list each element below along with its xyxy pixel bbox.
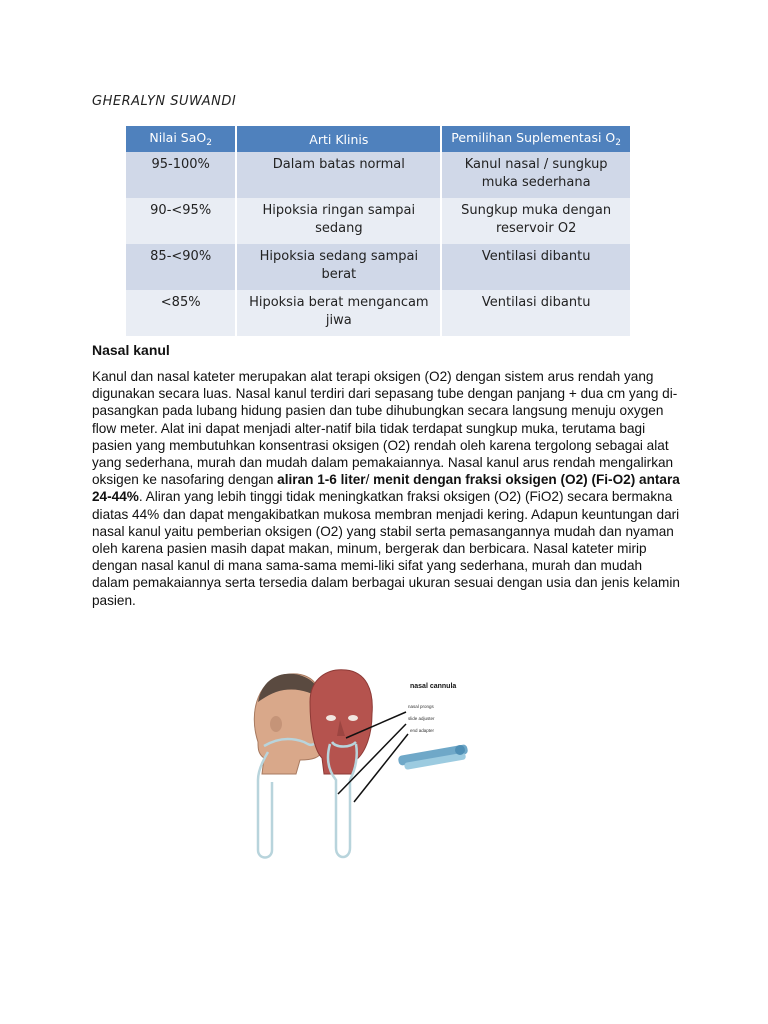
- cell-nilai: 85-<90%: [126, 244, 236, 290]
- figure-label-prongs: nasal prongs: [408, 704, 434, 709]
- sao2-table: [126, 126, 630, 336]
- figure-title: nasal cannula: [410, 683, 457, 690]
- cell-arti: Dalam batas normal: [236, 152, 441, 198]
- cell-nilai: <85%: [126, 290, 236, 336]
- table-row: [126, 152, 630, 198]
- end-adapter-illustration: [398, 744, 469, 770]
- cell-arti: Hipoksia berat mengancam jiwa: [236, 290, 441, 336]
- table-row: [126, 290, 630, 336]
- author-name: GHERALYN SUWANDI: [92, 94, 237, 109]
- table-row: [126, 244, 630, 290]
- cell-pemilihan: Kanul nasal / sungkup muka sederhana: [441, 152, 630, 198]
- cell-arti: Hipoksia ringan sampai sedang: [236, 198, 441, 244]
- nasal-cannula-illustration: [228, 662, 488, 862]
- figure-label-adjuster: slide adjuster: [408, 716, 435, 721]
- cell-pemilihan: Ventilasi dibantu: [441, 290, 630, 336]
- cell-pemilihan: Sungkup muka dengan reservoir O2: [441, 198, 630, 244]
- table-row: [126, 198, 630, 244]
- header-nilai: Nilai SaO$_2$: [126, 126, 236, 152]
- cell-nilai: 95-100%: [126, 152, 236, 198]
- head-anatomy-illustration: [310, 670, 372, 774]
- cell-arti: Hipoksia sedang sampai berat: [236, 244, 441, 290]
- cell-pemilihan: Ventilasi dibantu: [441, 244, 630, 290]
- cell-nilai: 90-<95%: [126, 198, 236, 244]
- header-arti: Arti Klinis: [236, 126, 441, 152]
- table-header-row: [126, 126, 630, 152]
- body-paragraph: Kanul dan nasal kateter merupakan alat terapi oksigen (O2) dengan sistem arus rendah yang digunakan secara luas. Nasal kanul terdiri dari sepasang tube dengan panjang + dua cm yang di-pasangkan pada lubang hidung pasien dan tube dihubungkan secara langsung menuju oxygen flow meter. Alat ini dapat menjadi alter-natif bila tidak terdapat sungkup muka, terutama bagi pasien yang membutuhkan konsentrasi oksigen (O2) rendah oleh karena tergolong sebagai alat yang sederhana, murah dan mudah dalam pemakaiannya. Nasal kanul arus rendah mengalirkan oksigen ke nasofaring dengan aliran 1-6 liter/ menit dengan fraksi oksigen (O2) (Fi-O2) antara 24-44%. Aliran yang lebih tinggi tidak meningkatkan fraksi oksigen (O2) (FiO2) secara bermakna diatas 44% dan dapat mengakibatkan mukosa membran menjadi kering. Adapun keuntungan dari nasal kanul yaitu pemberian oksigen (O2) yang stabil serta pemasangannya mudah dan nyaman oleh karena pasien masih dapat makan, minum, bergerak dan berbicara. Nasal kateter mirip dengan nasal kanul di mana sama-sama memi-liki sifat yang sederhana, murah dan mudah dalam pemakaiannya serta tersedia dalam berbagai ukuran sesuai dengan usia dan jenis kelamin pasien.: [92, 369, 680, 608]
- section-heading: Nasal kanul: [92, 342, 170, 358]
- figure-label-adapter: end adapter: [410, 728, 435, 733]
- header-pemilihan: Pemilihan Suplementasi $O_2$: [441, 126, 630, 152]
